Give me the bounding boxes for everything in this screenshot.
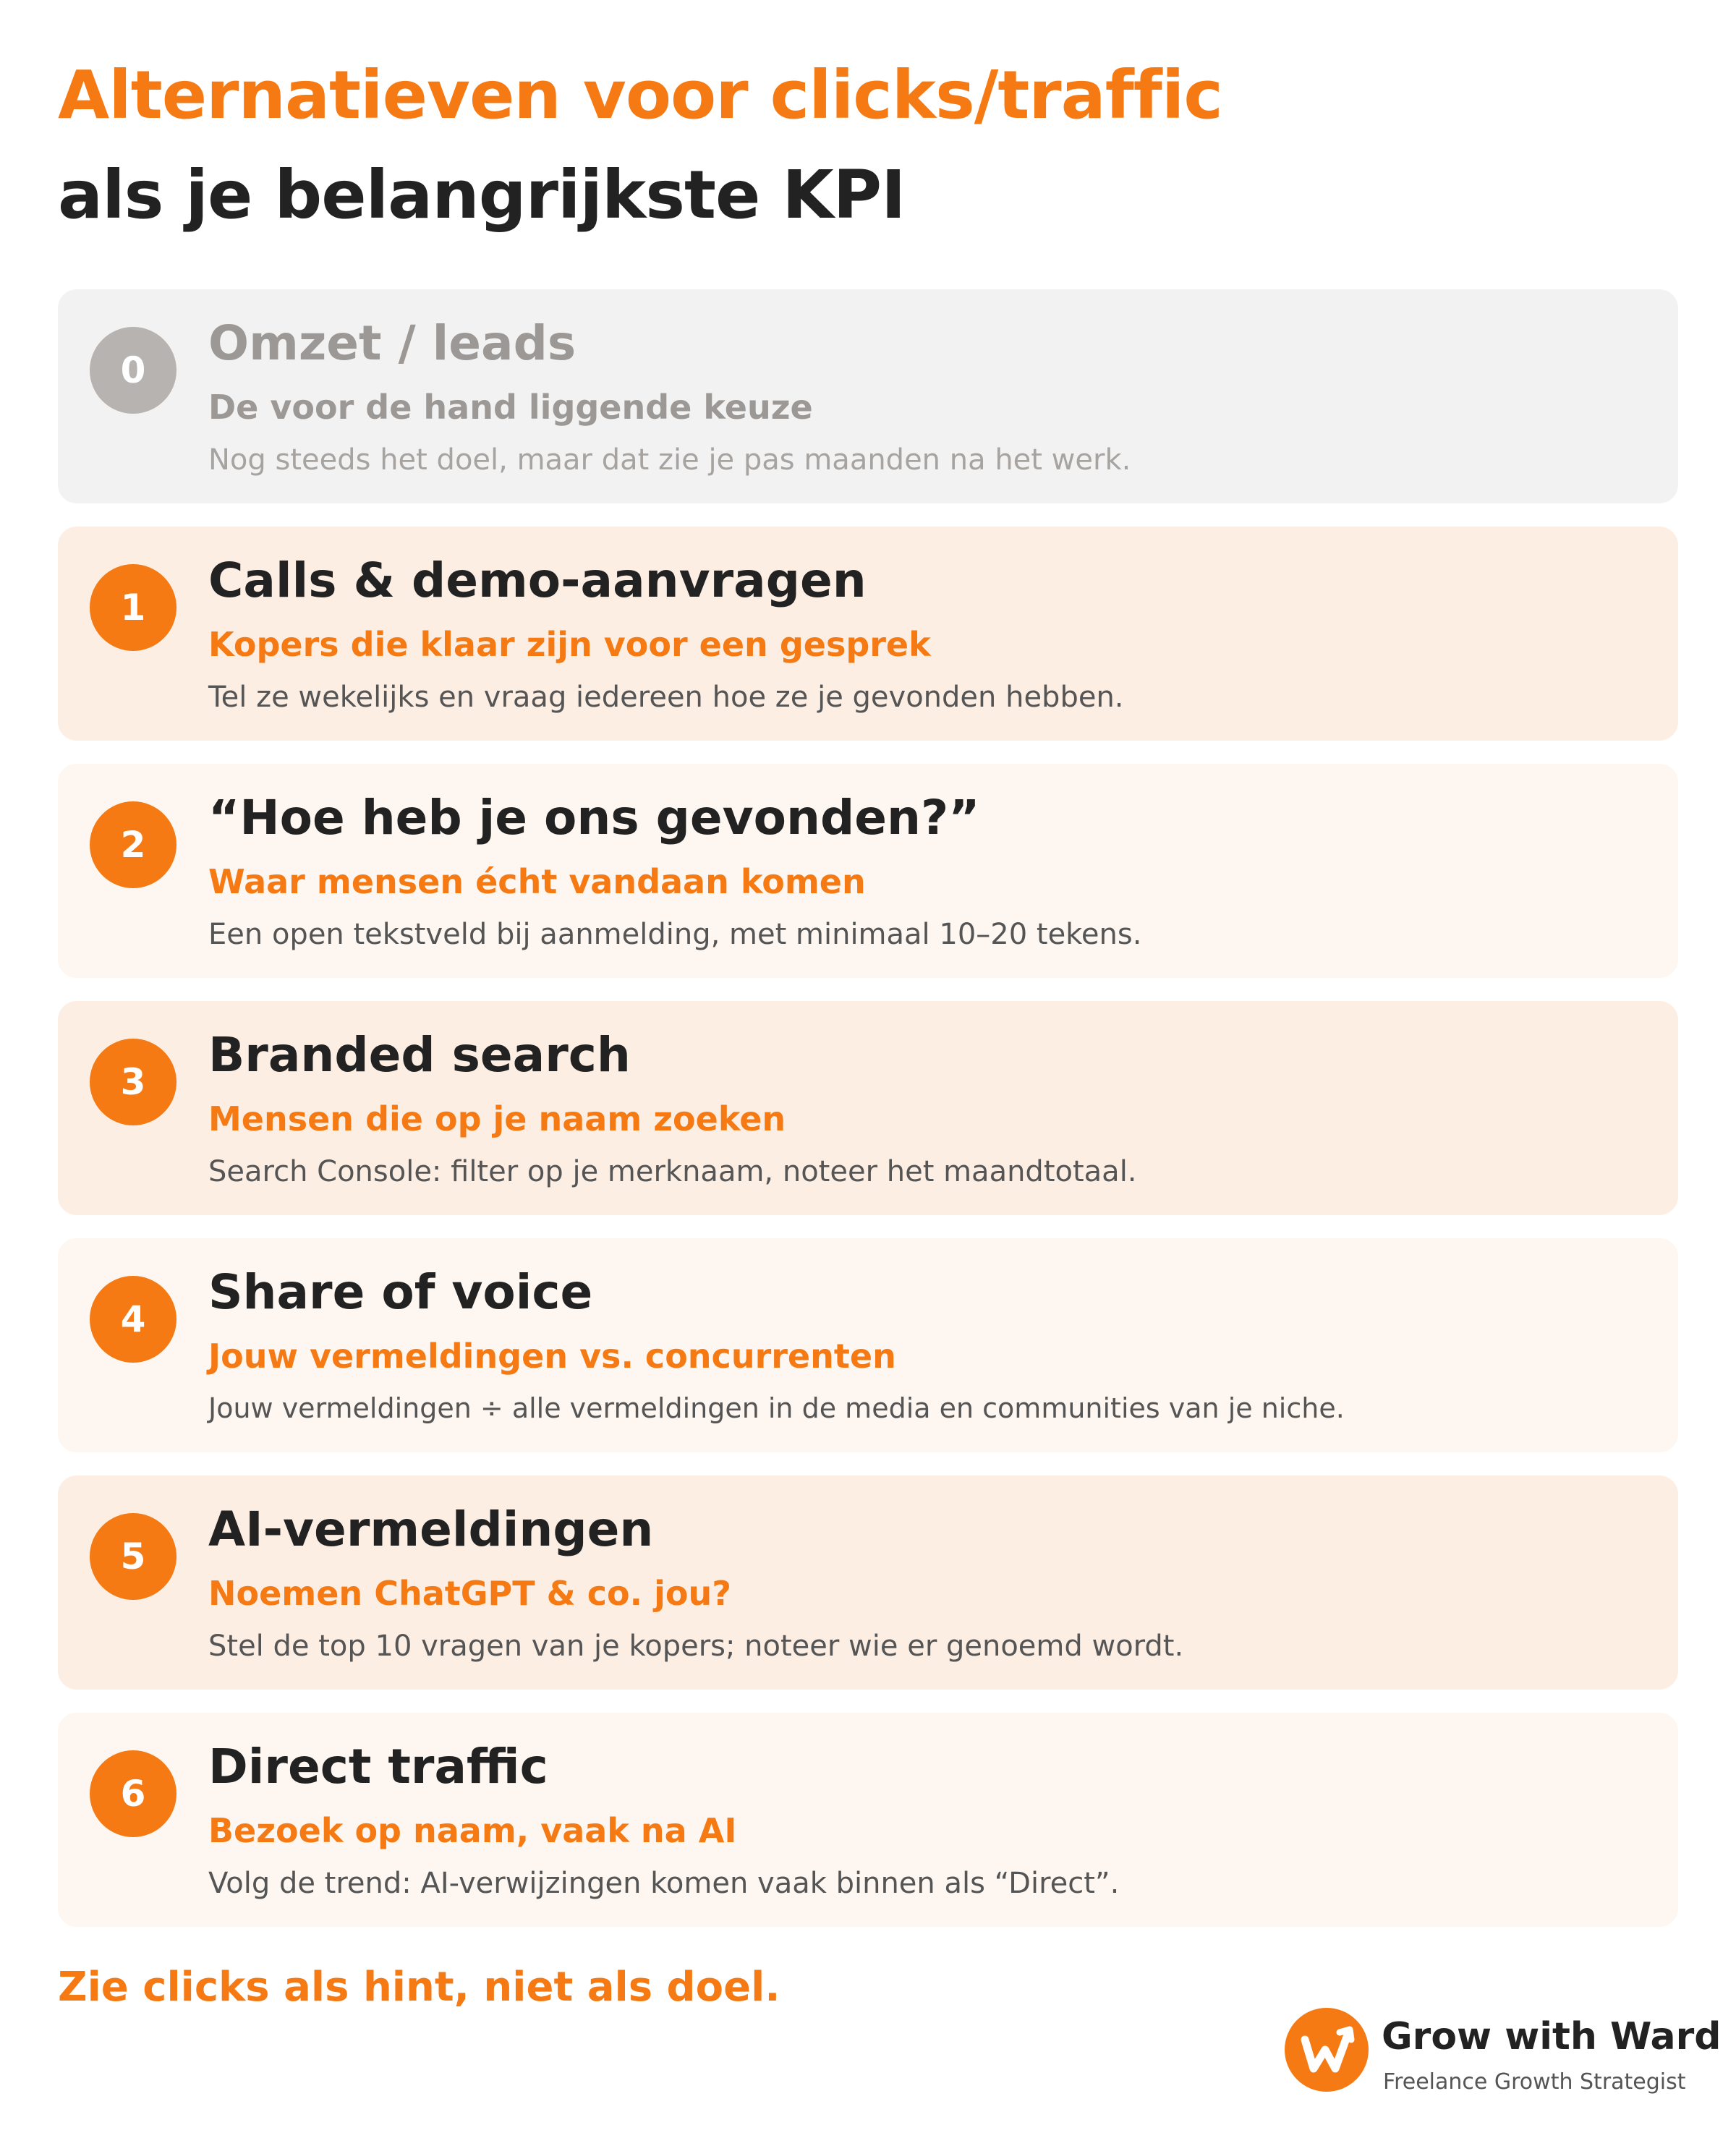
number-badge: 2	[90, 801, 176, 888]
card-description: Stel de top 10 vragen van je kopers; noteer wie er genoemd wordt.	[208, 1630, 1184, 1663]
footer-note: Zie clicks als hint, niet als doel.	[58, 1964, 780, 2011]
card-description: Nog steeds het doel, maar dat zie je pas maanden na het werk.	[208, 443, 1131, 477]
card-title: Branded search	[208, 1027, 631, 1083]
card-subtitle: Noemen ChatGPT & co. jou?	[208, 1574, 731, 1613]
card-description: Tel ze wekelijks en vraag iedereen hoe ze je gevonden hebben.	[208, 681, 1124, 714]
card-title: Calls & demo-aanvragen	[208, 553, 867, 608]
card-title: Share of voice	[208, 1264, 593, 1320]
number-badge: 1	[90, 564, 176, 651]
kpi-card-1	[58, 527, 1678, 741]
w-arrow-logo-icon	[1285, 2008, 1369, 2092]
card-description: Volg de trend: AI-verwijzingen komen vaak binnen als “Direct”.	[208, 1867, 1120, 1900]
brand-name: Grow with Ward	[1382, 2015, 1722, 2058]
kpi-card-3	[58, 1001, 1678, 1215]
kpi-card-5	[58, 1475, 1678, 1690]
card-title: Direct traffic	[208, 1739, 548, 1794]
kpi-card-2	[58, 764, 1678, 978]
card-title: Omzet / leads	[208, 315, 576, 371]
card-subtitle: Bezoek op naam, vaak na AI	[208, 1811, 737, 1850]
card-description: Jouw vermeldingen ÷ alle vermeldingen in de media en communities van je niche.	[208, 1392, 1345, 1424]
card-title: “Hoe heb je ons gevonden?”	[208, 790, 980, 846]
card-description: Search Console: filter op je merknaam, noteer het maandtotaal.	[208, 1155, 1137, 1188]
brand-tagline: Freelance Growth Strategist	[1383, 2069, 1686, 2095]
title-line-1: Alternatieven voor clicks/traffic	[58, 56, 1222, 134]
number-badge: 4	[90, 1276, 176, 1363]
card-subtitle: Jouw vermeldingen vs. concurrenten	[208, 1337, 896, 1376]
kpi-card-4	[58, 1238, 1678, 1452]
kpi-card-0	[58, 289, 1678, 503]
title-line-2: als je belangrijkste KPI	[58, 156, 906, 234]
card-subtitle: Kopers die klaar zijn voor een gesprek	[208, 625, 931, 664]
number-badge: 6	[90, 1750, 176, 1837]
card-subtitle: Waar mensen écht vandaan komen	[208, 862, 866, 901]
number-badge: 3	[90, 1039, 176, 1125]
card-title: AI-vermeldingen	[208, 1502, 654, 1557]
card-description: Een open tekstveld bij aanmelding, met minimaal 10–20 tekens.	[208, 918, 1142, 951]
kpi-card-6	[58, 1713, 1678, 1927]
number-badge: 5	[90, 1513, 176, 1600]
number-badge: 0	[90, 327, 176, 414]
card-subtitle: De voor de hand liggende keuze	[208, 388, 813, 427]
card-subtitle: Mensen die op je naam zoeken	[208, 1099, 786, 1138]
